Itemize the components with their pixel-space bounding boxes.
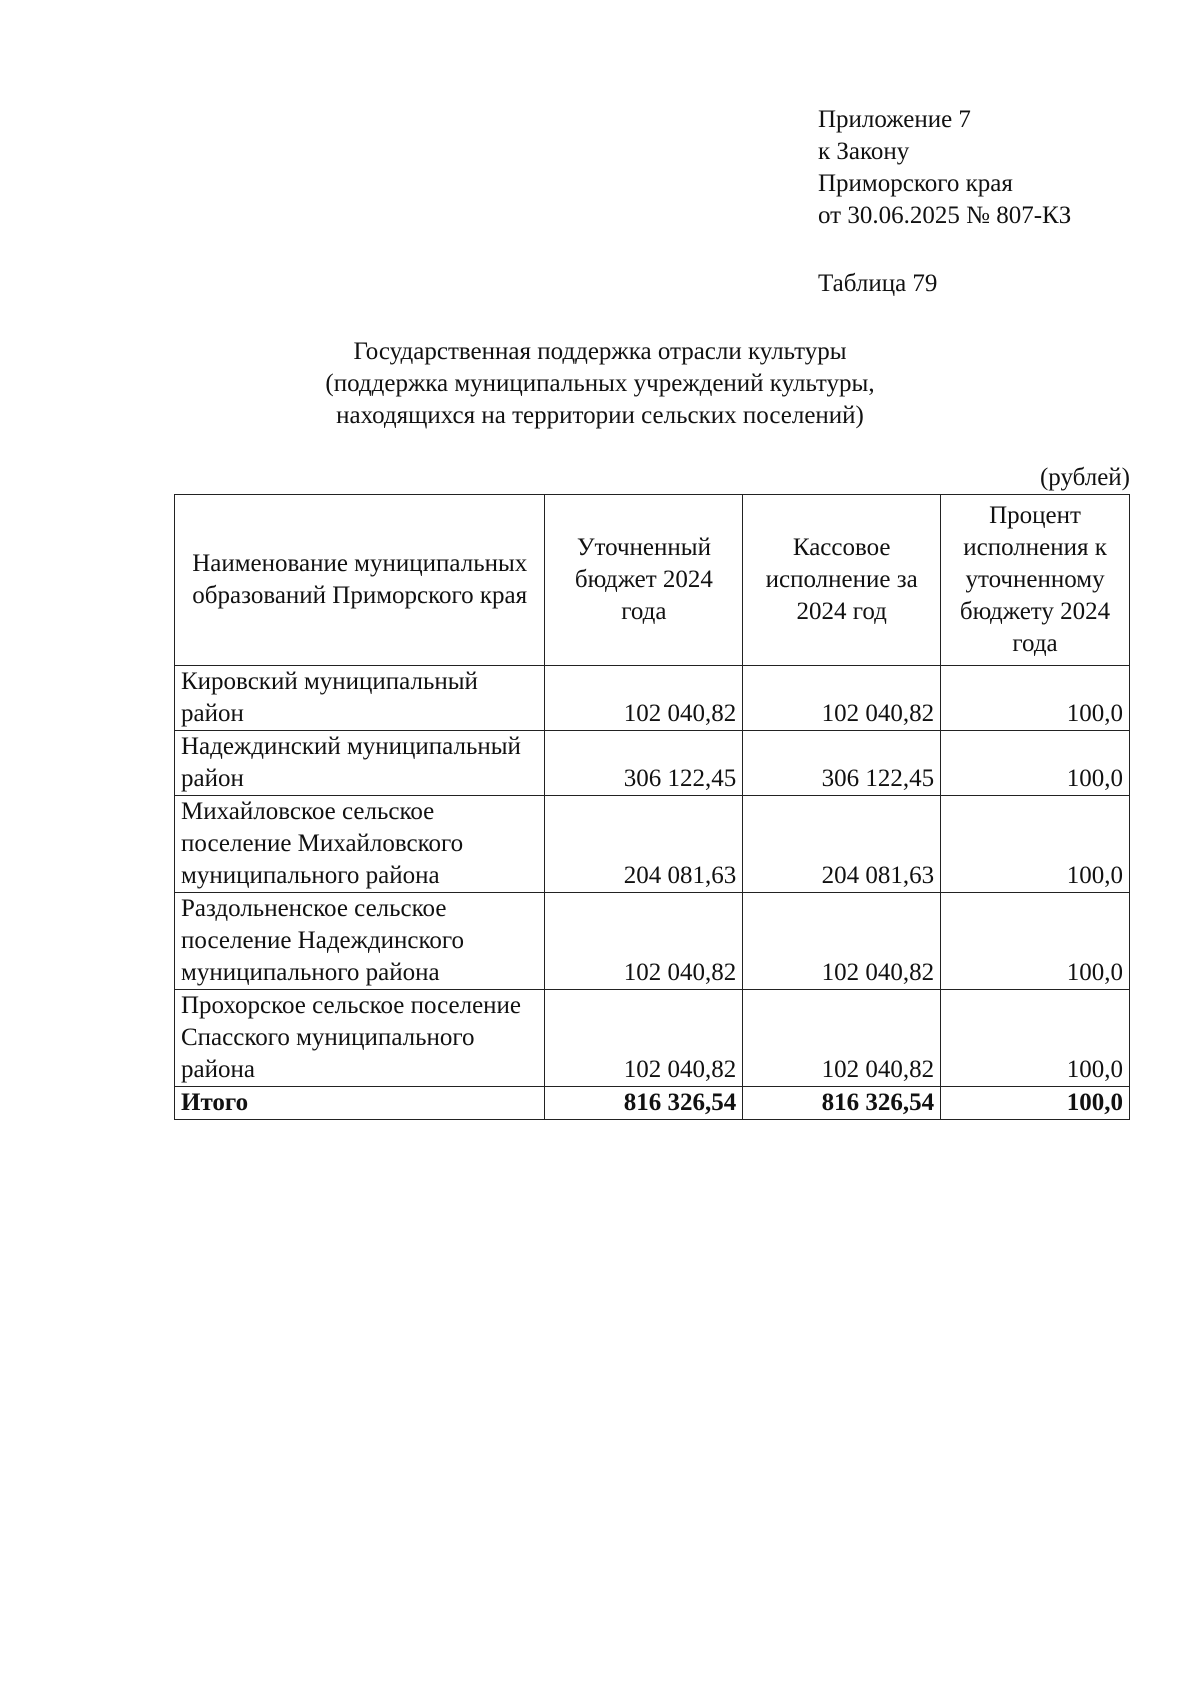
- row-name: Кировский муниципальный район: [175, 666, 545, 731]
- row-fact: 102 040,82: [743, 990, 941, 1087]
- total-label: Итого: [175, 1087, 545, 1120]
- header-municipality: Наименование муниципальных образований Приморского края: [175, 495, 545, 666]
- row-percent: 100,0: [941, 893, 1130, 990]
- row-percent: 100,0: [941, 731, 1130, 796]
- table-row: [175, 666, 1130, 731]
- row-name: Надеждинский муниципальный район: [175, 731, 545, 796]
- table-row: [175, 731, 1130, 796]
- total-plan: 816 326,54: [545, 1087, 743, 1120]
- title-line-2: (поддержка муниципальных учреждений культуры,: [325, 370, 875, 397]
- title-line-3: находящихся на территории сельских поселений): [336, 402, 864, 429]
- header-execution-percent: Процент исполнения к уточненному бюджету 2024 года: [941, 495, 1130, 666]
- annex-line-4: от 30.06.2025 № 807-КЗ: [818, 202, 1072, 229]
- row-fact: 204 081,63: [743, 796, 941, 893]
- table-row: [175, 796, 1130, 893]
- row-plan: 204 081,63: [545, 796, 743, 893]
- document-title: [300, 336, 900, 432]
- row-name: Раздольненское сельское поселение Надеждинского муниципального района: [175, 893, 545, 990]
- table-header-row: [175, 495, 1130, 666]
- row-name: Михайловское сельское поселение Михайловского муниципального района: [175, 796, 545, 893]
- row-percent: 100,0: [941, 990, 1130, 1087]
- row-plan: 102 040,82: [545, 666, 743, 731]
- row-name: Прохорское сельское поселение Спасского муниципального района: [175, 990, 545, 1087]
- table-row: [175, 990, 1130, 1087]
- annex-line-2: к Закону: [818, 138, 910, 165]
- annex-header: [818, 104, 1071, 232]
- budget-table: [174, 494, 1130, 1120]
- annex-line-1: Приложение 7: [818, 106, 971, 133]
- table-total-row: [175, 1087, 1130, 1120]
- title-line-1: Государственная поддержка отрасли культуры: [353, 338, 847, 365]
- row-plan: 306 122,45: [545, 731, 743, 796]
- row-plan: 102 040,82: [545, 893, 743, 990]
- total-percent: 100,0: [941, 1087, 1130, 1120]
- header-planned-budget: Уточненный бюджет 2024 года: [545, 495, 743, 666]
- row-percent: 100,0: [941, 666, 1130, 731]
- units-label: (рублей): [1039, 464, 1130, 491]
- total-fact: 816 326,54: [743, 1087, 941, 1120]
- row-percent: 100,0: [941, 796, 1130, 893]
- table-number: Таблица 79: [818, 270, 938, 297]
- row-fact: 102 040,82: [743, 666, 941, 731]
- table-row: [175, 893, 1130, 990]
- annex-line-3: Приморского края: [818, 170, 1013, 197]
- row-fact: 306 122,45: [743, 731, 941, 796]
- row-fact: 102 040,82: [743, 893, 941, 990]
- header-cash-execution: Кассовое исполнение за 2024 год: [743, 495, 941, 666]
- row-plan: 102 040,82: [545, 990, 743, 1087]
